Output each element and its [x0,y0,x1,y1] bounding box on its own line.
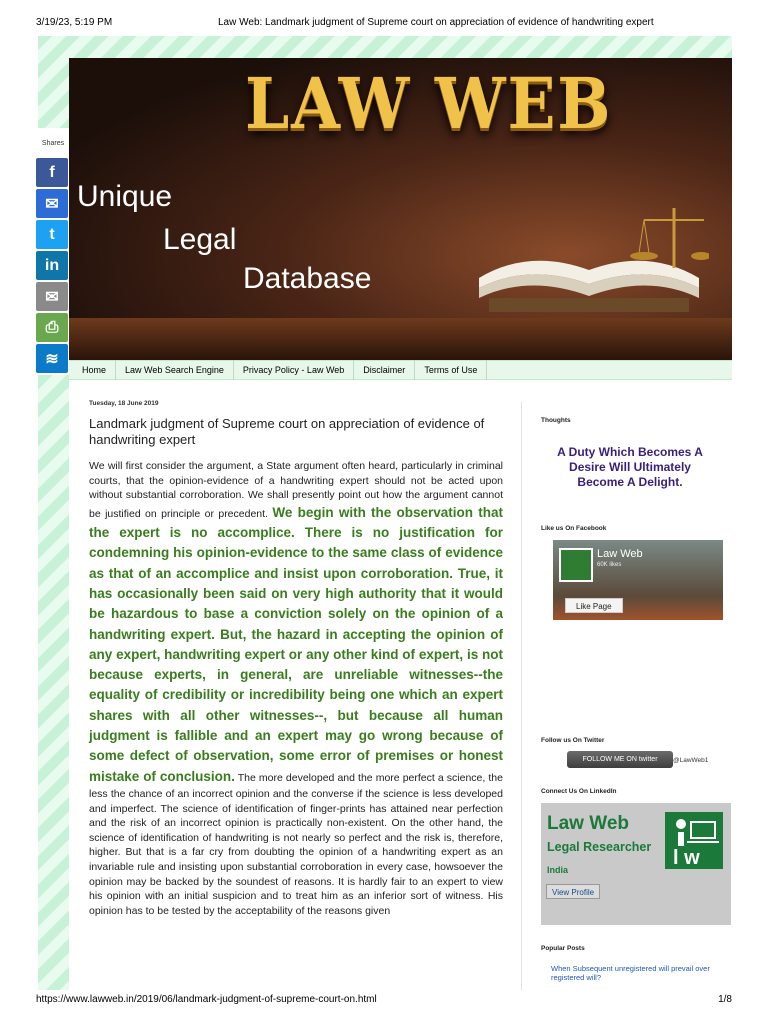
share-linkedin-button[interactable] [36,251,68,280]
facebook-heading: Like us On Facebook [541,525,607,532]
law-web-logo-icon [665,812,723,869]
post-continuation-text: The more developed and the more perfect a science, the less the chance of an incorrect opinion and the converse if the science is less developed and imperfect. The science of identification of finger-prints has attained near perfection and the risk of an incorrect opinion is practically non-existent. On the other hand, the science of identification of handwriting is not nearly so perfect and the risk is, therefore, higher. But that is a far cry from doubting the opinion of a handwriting expert as an invariable rule and insisting upon substantial corroboration in every case, howsoever the opinion may be backed by the soundest of reasons. It is hardly fair to an expert to view his opinion with an initial suspicion and to treat him as an inferior sort of witness. His opinion has to be tested by the acceptability of the reasons given [89,771,503,917]
twitter-icon: t [49,225,55,243]
print-footer [0,992,768,1012]
nav-search-engine[interactable]: Law Web Search Engine [116,360,234,380]
thought-quote: A Duty Which Becomes A Desire Will Ultimately Become A Delight. [557,445,703,489]
main-navigation [69,360,732,380]
column-divider [521,402,522,990]
facebook-like-button[interactable]: Like Page [565,598,623,613]
facebook-icon: f [49,163,55,181]
linkedin-location: India [547,865,569,875]
banner-table-surface [69,318,732,360]
linkedin-heading: Connect Us On LinkedIn [541,788,617,795]
book-and-scales-illustration [469,208,709,318]
twitter-follow-button[interactable]: FOLLOW ME ON twitter [567,751,673,768]
post-date: Tuesday, 18 June 2019 [89,400,159,407]
linkedin-icon: in [44,256,60,274]
thoughts-heading: Thoughts [541,417,571,424]
print-title: Law Web: Landmark judgment of Supreme court on appreciation of evidence of handwriting expert [218,17,654,28]
share-email-button[interactable] [36,282,68,311]
popular-post-link[interactable]: When Subsequent unregistered will prevail over registered will? [551,964,710,982]
facebook-page-widget[interactable] [553,540,723,620]
view-profile-button[interactable]: View Profile [546,884,600,899]
print-date: 3/19/23, 5:19 PM [36,17,113,28]
nav-privacy-policy[interactable]: Privacy Policy - Law Web [234,360,354,380]
facebook-page-avatar [559,548,593,582]
share-print-button[interactable] [36,313,68,342]
banner-tagline-3: Database [243,262,372,295]
share-messenger-button[interactable] [36,189,68,218]
share-more-button[interactable] [36,344,68,373]
messenger-icon: ✉ [45,195,59,213]
linkedin-profile-widget[interactable] [541,803,731,925]
post-body [89,459,503,918]
shares-label: Shares [41,140,65,147]
share-twitter-button[interactable] [36,220,68,249]
linkedin-headline: Legal Researcher [547,840,652,854]
print-header [0,0,768,36]
site-banner[interactable] [69,58,732,360]
email-icon: ✉ [45,288,59,306]
banner-tagline-2: Legal [163,223,237,256]
site-title: LAW WEB [245,62,613,145]
print-icon: ⎙ [45,318,59,336]
nav-terms-of-use[interactable]: Terms of Use [415,360,487,380]
post-highlight-text: We begin with the observation that the expert is no accomplice. There is no justification for condemning his opinion-evidence to the same class of evidence as that of an accomplice and insist upon corroboration. True, it has occasionally been said on very high authority that it would be hazardous to base a conviction solely on the opinion of a handwriting expert. But, the hazard in accepting the opinion of any expert, handwriting expert or any other kind of expert, is not because experts, in general, are unreliable witnesses--the equality of credibility or incredibility being one which an expert shares with all other witnesses--, but because all human judgment is fallible and an expert may go wrong because of some defect of observation, some error of premises or honest mistake of conclusion. [89,504,504,784]
post-title: Landmark judgment of Supreme court on appreciation of evidence of handwriting expert [89,416,485,447]
print-page-number: 1/8 [718,994,732,1005]
share-facebook-button[interactable] [36,158,68,187]
facebook-page-name[interactable]: Law Web [597,548,643,560]
popular-posts-heading: Popular Posts [541,945,585,952]
post-intro-text: We will first consider the argument, a State argument often heard, particularly in criminal courts, that the opinion-evidence of a handwriting expert should not be acted upon without substantial corroboration. We shall presently point out how the argument cannot be justified on principle or precedent. [89,460,503,520]
print-url: https://www.lawweb.in/2019/06/landmark-judgment-of-supreme-court-on.html [36,994,377,1005]
share-bar [36,128,70,375]
twitter-handle[interactable]: @LawWeb1 [673,757,709,764]
more-share-icon: ≋ [45,350,59,368]
nav-disclaimer[interactable]: Disclaimer [354,360,415,380]
linkedin-name: Law Web [547,813,629,834]
twitter-heading: Follow us On Twitter [541,737,605,744]
nav-home[interactable]: Home [73,360,116,380]
facebook-page-likes: 60K likes [597,562,622,568]
svg-text:l w: l w [673,847,700,869]
banner-tagline-1: Unique [77,180,173,213]
